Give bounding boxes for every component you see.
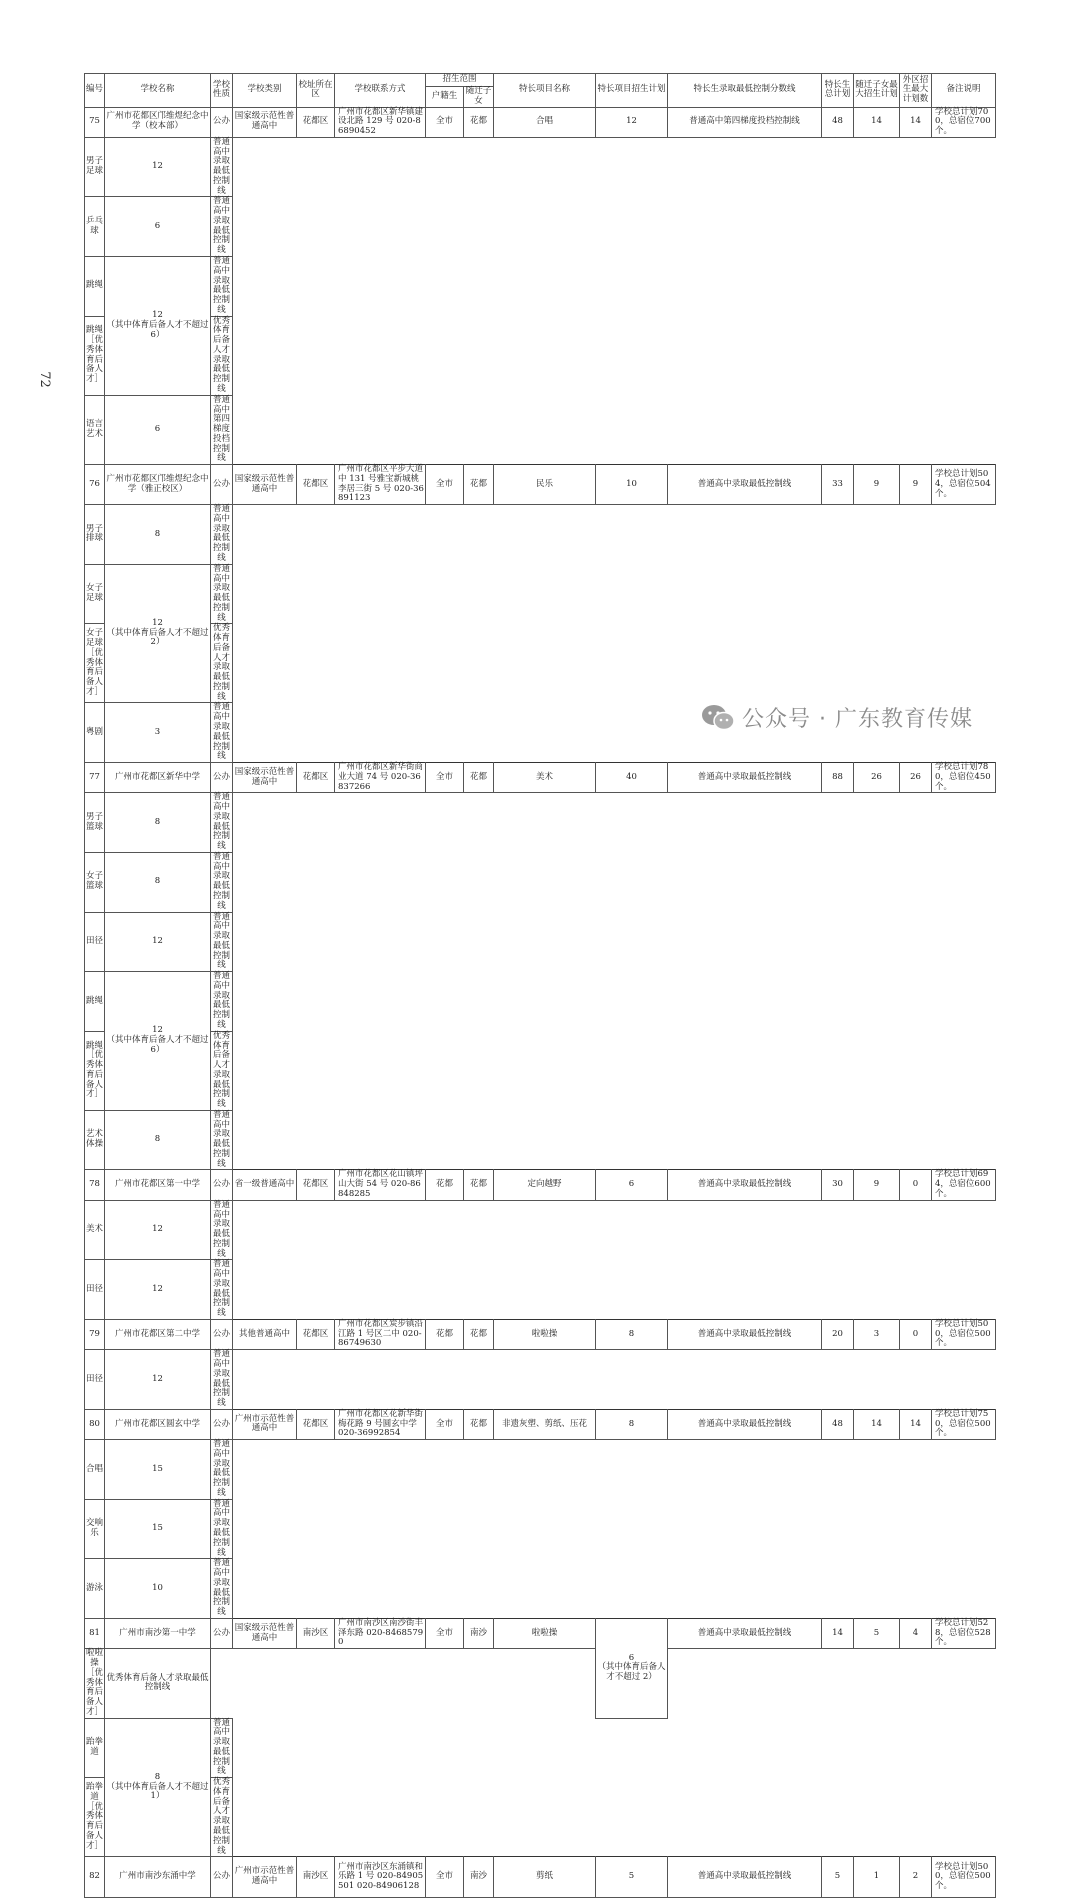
project-score: 普通高中录取最低控制线 (211, 197, 233, 257)
school-contact: 广州市花都区炭步镇沿江路 1 号区二中 020-86749630 (335, 1319, 426, 1349)
school-category: 国家级示范性普通高中 (233, 1618, 297, 1648)
project-score: 普通高中录取最低控制线 (211, 564, 233, 624)
school-nature: 公办 (211, 1409, 233, 1439)
school-district: 花都区 (297, 1170, 335, 1200)
school-no: 75 (85, 107, 105, 137)
table-row (85, 1031, 996, 1110)
school-note: 学校总计划694，总宿位600个。 (932, 1170, 996, 1200)
school-note: 学校总计划504，总宿位504个。 (932, 465, 996, 505)
project-score: 普通高中录取最低控制线 (211, 912, 233, 972)
school-no: 76 (85, 465, 105, 505)
school-outside-max: 4 (900, 1618, 932, 1648)
project-plan: 12 (105, 912, 211, 972)
project-score: 优秀体育后备人才录取最低控制线 (211, 1778, 233, 1857)
school-total: 30 (822, 1170, 854, 1200)
project-plan: 3 (105, 703, 211, 763)
header-school: 学校名称 (105, 74, 211, 108)
school-sui-max: 14 (854, 107, 900, 137)
plan-note: （其中体育后备人才不超过 6） (106, 1035, 209, 1055)
school-note: 学校总计划780，总宿位450个。 (932, 763, 996, 793)
project-score: 普通高中录取最低控制线 (211, 1718, 233, 1778)
school-nature: 公办 (211, 1170, 233, 1200)
project-name: 语言艺术 (85, 395, 105, 464)
school-sui-max: 3 (854, 1319, 900, 1349)
school-district: 花都区 (297, 465, 335, 505)
scope-sui: 花都 (464, 465, 494, 505)
school-outside-max: 14 (900, 107, 932, 137)
scope-sui: 花都 (464, 1409, 494, 1439)
table-row (85, 1857, 996, 1898)
project-plan: 10 (596, 465, 668, 505)
school-note: 学校总计划500，总宿位500个。 (932, 1857, 996, 1898)
project-plan: 12 (105, 1350, 211, 1410)
school-nature: 公办 (211, 465, 233, 505)
project-score: 普通高中录取最低控制线 (211, 1350, 233, 1410)
scope-huji: 花都 (426, 1170, 464, 1200)
project-name: 粤剧 (85, 703, 105, 763)
project-name: 跳绳 (85, 972, 105, 1032)
project-plan: 8 (105, 793, 211, 853)
school-name: 广州市花都区邝维煜纪念中学（校本部） (105, 107, 211, 137)
scope-sui: 南沙 (464, 1857, 494, 1898)
school-district: 花都区 (297, 107, 335, 137)
project-name: 跳绳［优秀体育后备人才］ (85, 1031, 105, 1110)
project-score: 普通高中录取最低控制线 (211, 703, 233, 763)
project-score: 普通高中录取最低控制线 (211, 1440, 233, 1500)
project-score: 普通高中录取最低控制线 (211, 1200, 233, 1260)
table-row (85, 763, 996, 793)
project-plan: 12 (105, 1200, 211, 1260)
project-name: 乒乓球 (85, 197, 105, 257)
school-contact: 广州市花都区花新华街梅花路 9 号圆玄中学 020-36992854 (335, 1409, 426, 1439)
project-name: 田径 (85, 912, 105, 972)
project-score: 普通高中录取最低控制线 (668, 1319, 822, 1349)
school-total: 33 (822, 465, 854, 505)
table-row (85, 1409, 996, 1439)
school-sui-max: 5 (854, 1618, 900, 1648)
project-score: 优秀体育后备人才录取最低控制线 (211, 624, 233, 703)
school-category: 国家级示范性普通高中 (233, 107, 297, 137)
project-plan: 12 (105, 1260, 211, 1320)
school-sui-max: 26 (854, 763, 900, 793)
header-project: 特长项目名称 (494, 74, 596, 108)
school-total: 20 (822, 1319, 854, 1349)
project-plan: 6 (596, 1170, 668, 1200)
school-category: 广州市示范性普通高中 (233, 1857, 297, 1898)
project-name: 男子足球 (85, 137, 105, 197)
school-district: 花都区 (297, 763, 335, 793)
table-row (85, 395, 996, 464)
school-total: 14 (822, 1618, 854, 1648)
table-row (85, 1350, 996, 1410)
school-outside-max: 2 (900, 1857, 932, 1898)
project-name: 剪纸 (494, 1857, 596, 1898)
school-no: 81 (85, 1618, 105, 1648)
admission-table (84, 73, 996, 1898)
scope-huji: 全市 (426, 1618, 464, 1648)
project-score: 普通高中录取最低控制线 (211, 1260, 233, 1320)
project-score: 普通高中录取最低控制线 (211, 1499, 233, 1559)
school-district: 花都区 (297, 1409, 335, 1439)
project-score: 普通高中第四梯度投档控制线 (668, 107, 822, 137)
project-name: 田径 (85, 1350, 105, 1410)
school-category: 广州市示范性普通高中 (233, 1409, 297, 1439)
school-nature: 公办 (211, 1319, 233, 1349)
school-no: 77 (85, 763, 105, 793)
school-category: 国家级示范性普通高中 (233, 763, 297, 793)
table-row (85, 1110, 996, 1170)
project-name: 女子足球［优秀体育后备人才］ (85, 624, 105, 703)
school-contact: 广州市南沙区东涌镇和乐路 1 号 020-84905501 020-84906128 (335, 1857, 426, 1898)
project-score: 普通高中录取最低控制线 (668, 1170, 822, 1200)
project-plan: 12 (105, 137, 211, 197)
school-name: 广州市花都区第二中学 (105, 1319, 211, 1349)
school-contact: 广州市花都区平步大道中 131 号雅宝新城桃李居三街 5 号 020-36891123 (335, 465, 426, 505)
table-row (85, 465, 996, 505)
header-category: 学校类别 (233, 74, 297, 108)
project-plan: 8 (105, 505, 211, 565)
project-score: 普通高中录取最低控制线 (211, 1559, 233, 1619)
school-category: 国家级示范性普通高中 (233, 465, 297, 505)
school-name: 广州市花都区第一中学 (105, 1170, 211, 1200)
project-name: 跳绳［优秀体育后备人才］ (85, 316, 105, 395)
table-row (85, 1260, 996, 1320)
project-score: 普通高中录取最低控制线 (668, 763, 822, 793)
school-no: 82 (85, 1857, 105, 1898)
project-name: 合唱 (494, 107, 596, 137)
project-plan: 15 (105, 1499, 211, 1559)
project-plan: 12 (596, 107, 668, 137)
plan-note: （其中体育后备人才不超过 6） (106, 319, 209, 340)
school-note: 学校总计划528，总宿位528个。 (932, 1618, 996, 1648)
project-name: 啦啦操 (494, 1618, 596, 1648)
project-score: 普通高中第四梯度投档控制线 (211, 395, 233, 464)
table-row (85, 1718, 996, 1778)
header-note: 备注说明 (932, 74, 996, 108)
project-name: 艺术体操 (85, 1110, 105, 1170)
project-score: 普通高中录取最低控制线 (668, 1618, 822, 1648)
table-row (85, 316, 996, 395)
school-name: 广州市花都区新华中学 (105, 763, 211, 793)
school-total: 48 (822, 107, 854, 137)
plan-note: （其中体育后备人才不超过 2） (106, 627, 209, 648)
table-row (85, 1440, 996, 1500)
scope-sui: 花都 (464, 107, 494, 137)
project-score: 普通高中录取最低控制线 (211, 793, 233, 853)
project-score: 普通高中录取最低控制线 (211, 257, 233, 317)
school-total: 88 (822, 763, 854, 793)
project-score: 普通高中录取最低控制线 (211, 852, 233, 912)
project-name: 美术 (85, 1200, 105, 1260)
table-row (85, 1319, 996, 1349)
school-nature: 公办 (211, 1857, 233, 1898)
project-name: 跆拳道［优秀体育后备人才］ (85, 1778, 105, 1857)
school-district: 南沙区 (297, 1618, 335, 1648)
school-category: 其他普通高中 (233, 1319, 297, 1349)
project-plan: 12 （其中体育后备人才不超过 2） (105, 564, 211, 703)
school-total: 5 (822, 1857, 854, 1898)
plan-note: （其中体育后备人才不超过 2） (597, 1662, 666, 1683)
school-contact: 广州市花都区新华镇建设北路 129 号 020-86890452 (335, 107, 426, 137)
school-contact: 广州市南沙区南沙街丰泽东路 020-84685790 (335, 1618, 426, 1648)
project-plan: 5 (596, 1857, 668, 1898)
scope-sui: 花都 (464, 1170, 494, 1200)
table-body (85, 107, 996, 1898)
project-score: 普通高中录取最低控制线 (211, 1110, 233, 1170)
project-score: 普通高中录取最低控制线 (211, 972, 233, 1032)
table-row (85, 1649, 996, 1718)
project-name: 美术 (494, 763, 596, 793)
table-row (85, 505, 996, 565)
project-name: 跆拳道 (85, 1718, 105, 1778)
table-row (85, 197, 996, 257)
project-plan: 8 (596, 1409, 668, 1439)
school-name: 广州市南沙东涌中学 (105, 1857, 211, 1898)
header-score: 特长生录取最低控制分数线 (668, 74, 822, 108)
scope-huji: 全市 (426, 1409, 464, 1439)
project-plan: 8 （其中体育后备人才不超过 1） (105, 1718, 211, 1857)
school-outside-max: 14 (900, 1409, 932, 1439)
header-outside-max: 外区招生最大计划数 (900, 74, 932, 108)
school-total: 48 (822, 1409, 854, 1439)
project-plan: 8 (105, 852, 211, 912)
school-outside-max: 0 (900, 1319, 932, 1349)
project-plan: 8 (105, 1110, 211, 1170)
table-row (85, 107, 996, 137)
school-outside-max: 9 (900, 465, 932, 505)
project-name: 田径 (85, 1260, 105, 1320)
project-plan: 6 （其中体育后备人才不超过 2） (596, 1618, 668, 1718)
school-outside-max: 0 (900, 1170, 932, 1200)
school-nature: 公办 (211, 1618, 233, 1648)
school-category: 省一级普通高中 (233, 1170, 297, 1200)
school-contact: 广州市花都区花山镇坪山大街 54 号 020-86848285 (335, 1170, 426, 1200)
table-row (85, 1200, 996, 1260)
school-contact: 广州市花都区新华街商业大道 74 号 020-36837266 (335, 763, 426, 793)
project-name: 交响乐 (85, 1499, 105, 1559)
project-name: 游泳 (85, 1559, 105, 1619)
school-sui-max: 9 (854, 465, 900, 505)
project-plan: 6 (105, 395, 211, 464)
school-district: 花都区 (297, 1319, 335, 1349)
table-row (85, 1170, 996, 1200)
school-sui-max: 1 (854, 1857, 900, 1898)
project-plan: 40 (596, 763, 668, 793)
watermark (700, 702, 973, 733)
scope-huji: 全市 (426, 107, 464, 137)
project-score: 普通高中录取最低控制线 (668, 1857, 822, 1898)
scope-sui: 花都 (464, 1319, 494, 1349)
school-no: 79 (85, 1319, 105, 1349)
project-plan: 10 (105, 1559, 211, 1619)
project-score: 普通高中录取最低控制线 (668, 1409, 822, 1439)
scope-sui: 南沙 (464, 1618, 494, 1648)
wechat-icon (700, 703, 736, 733)
watermark-text: 公众号 · 广东教育传媒 (742, 707, 973, 732)
project-plan: 15 (105, 1440, 211, 1500)
table-row (85, 852, 996, 912)
school-nature: 公办 (211, 107, 233, 137)
header-plan: 特长项目招生计划 (596, 74, 668, 108)
scope-huji: 全市 (426, 763, 464, 793)
table-row (85, 912, 996, 972)
project-name: 合唱 (85, 1440, 105, 1500)
school-name: 广州市花都区邝维煜纪念中学（雅正校区） (105, 465, 211, 505)
school-name: 广州市花都区圆玄中学 (105, 1409, 211, 1439)
school-note: 学校总计划500，总宿位500个。 (932, 1319, 996, 1349)
header-scope: 招生范围 (426, 74, 494, 87)
page-number: 72 (36, 371, 52, 388)
table-row (85, 1778, 996, 1857)
table-row (85, 1499, 996, 1559)
school-note: 学校总计划750，总宿位500个。 (932, 1409, 996, 1439)
project-name: 啦啦操 (494, 1319, 596, 1349)
project-plan: 8 (596, 1319, 668, 1349)
school-sui-max: 14 (854, 1409, 900, 1439)
project-name: 非遗灰塑、剪纸、压花 (494, 1409, 596, 1439)
project-plan: 12 （其中体育后备人才不超过 6） (105, 972, 211, 1111)
project-plan: 12 （其中体育后备人才不超过 6） (105, 257, 211, 396)
school-note: 学校总计划700，总宿位700个。 (932, 107, 996, 137)
project-score: 优秀体育后备人才录取最低控制线 (211, 316, 233, 395)
header-sui-max: 随迁子女最大招生计划 (854, 74, 900, 108)
school-sui-max: 9 (854, 1170, 900, 1200)
table-row (85, 972, 996, 1032)
table-header (85, 74, 996, 108)
header-district: 校址所在区 (297, 74, 335, 108)
table-row (85, 257, 996, 317)
header-total: 特长生总计划 (822, 74, 854, 108)
project-name: 啦啦操［优秀体育后备人才］ (86, 1648, 104, 1717)
header-scope-sui: 随迁子女 (464, 87, 494, 108)
project-name: 女子篮球 (85, 852, 105, 912)
project-score: 优秀体育后备人才录取最低控制线 (211, 1031, 233, 1110)
header-scope-huji: 户籍生 (426, 87, 464, 108)
scope-huji: 全市 (426, 465, 464, 505)
table-row (85, 1618, 996, 1648)
table-row (85, 564, 996, 624)
table-row (85, 624, 996, 703)
header-contact: 学校联系方式 (335, 74, 426, 108)
project-name: 跳绳 (85, 257, 105, 317)
school-outside-max: 26 (900, 763, 932, 793)
plan-note: （其中体育后备人才不超过 1） (106, 1781, 209, 1802)
project-name: 男子篮球 (85, 793, 105, 853)
scope-huji: 全市 (426, 1857, 464, 1898)
project-name: 男子排球 (85, 505, 105, 565)
project-name: 民乐 (494, 465, 596, 505)
school-nature: 公办 (211, 763, 233, 793)
scope-huji: 花都 (426, 1319, 464, 1349)
school-no: 80 (85, 1409, 105, 1439)
project-plan: 6 (105, 197, 211, 257)
project-score: 普通高中录取最低控制线 (211, 505, 233, 565)
school-district: 南沙区 (297, 1857, 335, 1898)
scope-sui: 花都 (464, 763, 494, 793)
table-row (85, 793, 996, 853)
header-nature: 学校性质 (211, 74, 233, 108)
table-row (85, 1559, 996, 1619)
project-name: 女子足球 (85, 564, 105, 624)
school-no: 78 (85, 1170, 105, 1200)
table-row (85, 137, 996, 197)
project-score: 普通高中录取最低控制线 (211, 137, 233, 197)
project-name: 定向越野 (494, 1170, 596, 1200)
school-name: 广州市南沙第一中学 (105, 1618, 211, 1648)
project-score: 优秀体育后备人才录取最低控制线 (105, 1649, 211, 1718)
header-no: 编号 (85, 74, 105, 108)
project-score: 普通高中录取最低控制线 (668, 465, 822, 505)
